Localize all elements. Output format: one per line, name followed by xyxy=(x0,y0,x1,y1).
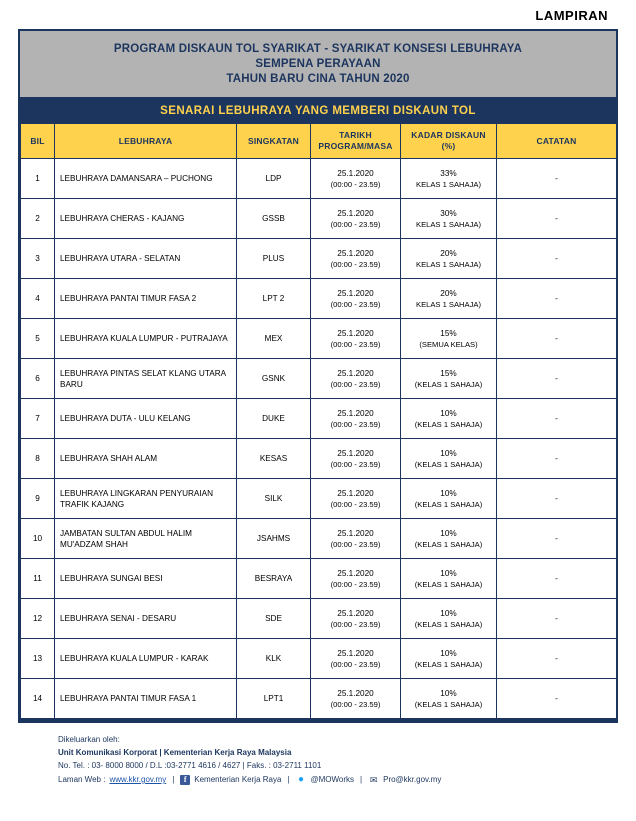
table-row xyxy=(21,159,617,199)
cell-tarikh xyxy=(311,479,401,519)
cell-catatan: - xyxy=(497,319,617,359)
cell-kadar-value: 10% xyxy=(440,648,457,658)
title-line-1: PROGRAM DISKAUN TOL SYARIKAT - SYARIKAT KONSESI LEBUHRAYA xyxy=(113,43,523,55)
cell-singkatan: BESRAYA xyxy=(237,559,311,599)
cell-tarikh-time: (00:00 - 23.59) xyxy=(330,499,381,509)
cell-lebuhraya: LEBUHRAYA CHERAS - KAJANG xyxy=(55,199,237,239)
footer-email[interactable]: Pro@kkr.gov.my xyxy=(383,775,442,784)
table-row xyxy=(21,679,617,719)
cell-tarikh-date: 25.1.2020 xyxy=(337,288,374,298)
column-header-kadar-line1: KADAR DISKAUN xyxy=(411,130,486,140)
cell-tarikh xyxy=(311,439,401,479)
cell-tarikh-time: (00:00 - 23.59) xyxy=(330,659,381,669)
cell-tarikh-date: 25.1.2020 xyxy=(337,448,374,458)
cell-singkatan: JSAHMS xyxy=(237,519,311,559)
column-header-bil: BIL xyxy=(21,124,55,159)
cell-tarikh xyxy=(311,279,401,319)
table-row xyxy=(21,559,617,599)
cell-bil: 10 xyxy=(21,519,55,559)
footer-separator-1: | xyxy=(172,775,175,784)
table-row xyxy=(21,519,617,559)
cell-bil: 14 xyxy=(21,679,55,719)
cell-tarikh-time: (00:00 - 23.59) xyxy=(330,699,381,709)
cell-tarikh-date: 25.1.2020 xyxy=(337,168,374,178)
cell-lebuhraya: LEBUHRAYA DAMANSARA – PUCHONG xyxy=(55,159,237,199)
title-band xyxy=(20,31,616,99)
cell-kadar-value: 33% xyxy=(440,168,457,178)
discount-table xyxy=(20,123,617,719)
cell-tarikh-time: (00:00 - 23.59) xyxy=(330,459,381,469)
cell-singkatan: MEX xyxy=(237,319,311,359)
table-row xyxy=(21,359,617,399)
cell-tarikh-time: (00:00 - 23.59) xyxy=(330,259,381,269)
footer-separator-3: | xyxy=(360,775,363,784)
column-header-tarikh xyxy=(311,124,401,159)
cell-bil: 2 xyxy=(21,199,55,239)
cell-lebuhraya: JAMBATAN SULTAN ABDUL HALIM MU'ADZAM SHAH xyxy=(55,519,237,559)
footer-issued-label: Dikeluarkan oleh: xyxy=(58,735,120,744)
cell-kadar-kelas: (SEMUA KELAS) xyxy=(419,339,478,349)
table-body xyxy=(21,159,617,719)
cell-singkatan: LPT 2 xyxy=(237,279,311,319)
cell-kadar xyxy=(401,159,497,199)
cell-tarikh xyxy=(311,319,401,359)
column-header-lebuhraya: LEBUHRAYA xyxy=(55,124,237,159)
column-header-kadar-line2: (%) xyxy=(441,141,456,151)
cell-kadar xyxy=(401,279,497,319)
cell-bil: 11 xyxy=(21,559,55,599)
cell-kadar-kelas: (KELAS 1 SAHAJA) xyxy=(414,499,483,509)
footer-organisation: Unit Komunikasi Korporat | Kementerian Kerja Raya Malaysia xyxy=(58,748,292,757)
cell-tarikh-time: (00:00 - 23.59) xyxy=(330,339,381,349)
cell-kadar-value: 15% xyxy=(440,368,457,378)
cell-tarikh-time: (00:00 - 23.59) xyxy=(330,419,381,429)
cell-kadar xyxy=(401,439,497,479)
footer-web-label: Laman Web : xyxy=(58,775,106,784)
cell-lebuhraya: LEBUHRAYA SENAI - DESARU xyxy=(55,599,237,639)
cell-kadar-kelas: (KELAS 1 SAHAJA) xyxy=(414,659,483,669)
cell-tarikh xyxy=(311,359,401,399)
cell-kadar-kelas: (KELAS 1 SAHAJA) xyxy=(414,699,483,709)
cell-bil: 5 xyxy=(21,319,55,359)
cell-tarikh-time: (00:00 - 23.59) xyxy=(330,539,381,549)
table-row xyxy=(21,479,617,519)
cell-bil: 1 xyxy=(21,159,55,199)
cell-tarikh xyxy=(311,399,401,439)
column-header-singkatan: SINGKATAN xyxy=(237,124,311,159)
facebook-icon[interactable]: f xyxy=(180,775,190,785)
cell-catatan: - xyxy=(497,439,617,479)
cell-tarikh xyxy=(311,559,401,599)
subtitle-band xyxy=(20,99,616,123)
cell-kadar-value: 10% xyxy=(440,408,457,418)
footer-facebook-name[interactable]: Kementerian Kerja Raya xyxy=(194,775,282,784)
cell-singkatan: PLUS xyxy=(237,239,311,279)
title-line-2: SEMPENA PERAYAAN xyxy=(255,58,381,70)
cell-tarikh-date: 25.1.2020 xyxy=(337,408,374,418)
cell-kadar xyxy=(401,679,497,719)
cell-kadar-kelas: (KELAS 1 SAHAJA) xyxy=(414,619,483,629)
envelope-icon[interactable]: ✉ xyxy=(369,774,378,785)
cell-tarikh xyxy=(311,679,401,719)
cell-lebuhraya: LEBUHRAYA DUTA - ULU KELANG xyxy=(55,399,237,439)
cell-lebuhraya: LEBUHRAYA SUNGAI BESI xyxy=(55,559,237,599)
lampiran-label: LAMPIRAN xyxy=(535,8,608,23)
cell-kadar xyxy=(401,359,497,399)
cell-lebuhraya: LEBUHRAYA PANTAI TIMUR FASA 1 xyxy=(55,679,237,719)
cell-tarikh xyxy=(311,639,401,679)
table-row xyxy=(21,319,617,359)
table-row xyxy=(21,239,617,279)
table-row xyxy=(21,199,617,239)
cell-kadar xyxy=(401,479,497,519)
cell-tarikh xyxy=(311,199,401,239)
cell-kadar xyxy=(401,599,497,639)
cell-singkatan: SDE xyxy=(237,599,311,639)
cell-tarikh-date: 25.1.2020 xyxy=(337,488,374,498)
cell-catatan: - xyxy=(497,519,617,559)
cell-kadar-value: 20% xyxy=(440,288,457,298)
table-row xyxy=(21,399,617,439)
cell-kadar-value: 10% xyxy=(440,568,457,578)
footer xyxy=(18,721,618,786)
cell-kadar-value: 10% xyxy=(440,608,457,618)
cell-kadar-kelas: (KELAS 1 SAHAJA) xyxy=(414,419,483,429)
cell-kadar-kelas: KELAS 1 SAHAJA) xyxy=(416,219,481,229)
cell-kadar-kelas: (KELAS 1 SAHAJA) xyxy=(414,379,483,389)
cell-singkatan: KLK xyxy=(237,639,311,679)
cell-catatan: - xyxy=(497,199,617,239)
cell-bil: 12 xyxy=(21,599,55,639)
subtitle-text: SENARAI LEBUHRAYA YANG MEMBERI DISKAUN TOL xyxy=(160,105,476,117)
cell-kadar-value: 10% xyxy=(440,528,457,538)
table-header xyxy=(21,124,617,159)
cell-kadar-value: 10% xyxy=(440,688,457,698)
cell-catatan: - xyxy=(497,599,617,639)
column-header-kadar xyxy=(401,124,497,159)
cell-tarikh xyxy=(311,159,401,199)
cell-tarikh xyxy=(311,239,401,279)
cell-lebuhraya: LEBUHRAYA KUALA LUMPUR - KARAK xyxy=(55,639,237,679)
cell-bil: 9 xyxy=(21,479,55,519)
cell-kadar-value: 15% xyxy=(440,328,457,338)
cell-kadar-value: 10% xyxy=(440,488,457,498)
cell-tarikh-date: 25.1.2020 xyxy=(337,248,374,258)
table-row xyxy=(21,599,617,639)
cell-tarikh-date: 25.1.2020 xyxy=(337,608,374,618)
cell-singkatan: SILK xyxy=(237,479,311,519)
cell-catatan: - xyxy=(497,359,617,399)
table-header-row xyxy=(21,124,617,159)
cell-lebuhraya: LEBUHRAYA PANTAI TIMUR FASA 2 xyxy=(55,279,237,319)
cell-tarikh-time: (00:00 - 23.59) xyxy=(330,579,381,589)
cell-singkatan: GSSB xyxy=(237,199,311,239)
cell-tarikh-date: 25.1.2020 xyxy=(337,528,374,538)
cell-catatan: - xyxy=(497,239,617,279)
cell-tarikh-date: 25.1.2020 xyxy=(337,328,374,338)
cell-tarikh xyxy=(311,599,401,639)
cell-singkatan: KESAS xyxy=(237,439,311,479)
cell-tarikh-date: 25.1.2020 xyxy=(337,368,374,378)
table-row xyxy=(21,639,617,679)
cell-tarikh-date: 25.1.2020 xyxy=(337,568,374,578)
cell-tarikh-time: (00:00 - 23.59) xyxy=(330,619,381,629)
cell-kadar-value: 20% xyxy=(440,248,457,258)
cell-lebuhraya: LEBUHRAYA KUALA LUMPUR - PUTRAJAYA xyxy=(55,319,237,359)
cell-singkatan: DUKE xyxy=(237,399,311,439)
cell-catatan: - xyxy=(497,279,617,319)
cell-singkatan: LDP xyxy=(237,159,311,199)
cell-kadar-kelas: KELAS 1 SAHAJA) xyxy=(416,179,481,189)
table-row xyxy=(21,439,617,479)
cell-bil: 8 xyxy=(21,439,55,479)
cell-kadar xyxy=(401,399,497,439)
title-line-3: TAHUN BARU CINA TAHUN 2020 xyxy=(226,73,410,85)
cell-tarikh-time: (00:00 - 23.59) xyxy=(330,379,381,389)
cell-lebuhraya: LEBUHRAYA LINGKARAN PENYURAIAN TRAFIK KAJANG xyxy=(55,479,237,519)
cell-bil: 4 xyxy=(21,279,55,319)
cell-tarikh-time: (00:00 - 23.59) xyxy=(330,179,381,189)
cell-catatan: - xyxy=(497,159,617,199)
cell-kadar xyxy=(401,639,497,679)
footer-separator-2: | xyxy=(287,775,290,784)
cell-tarikh-date: 25.1.2020 xyxy=(337,648,374,658)
cell-kadar-kelas: KELAS 1 SAHAJA) xyxy=(416,259,481,269)
cell-kadar xyxy=(401,559,497,599)
cell-kadar-kelas: (KELAS 1 SAHAJA) xyxy=(414,539,483,549)
cell-tarikh-time: (00:00 - 23.59) xyxy=(330,299,381,309)
cell-kadar xyxy=(401,319,497,359)
column-header-tarikh-line1: TARIKH xyxy=(339,130,372,140)
cell-lebuhraya: LEBUHRAYA PINTAS SELAT KLANG UTARA BARU xyxy=(55,359,237,399)
footer-twitter-handle[interactable]: @MOWorks xyxy=(310,775,355,784)
twitter-icon[interactable]: ● xyxy=(297,773,305,785)
footer-web-link[interactable]: www.kkr.gov.my xyxy=(109,775,167,784)
cell-bil: 13 xyxy=(21,639,55,679)
cell-kadar-kelas: (KELAS 1 SAHAJA) xyxy=(414,579,483,589)
cell-bil: 7 xyxy=(21,399,55,439)
cell-kadar-value: 10% xyxy=(440,448,457,458)
document-frame xyxy=(18,29,618,721)
cell-catatan: - xyxy=(497,479,617,519)
cell-kadar xyxy=(401,519,497,559)
cell-catatan: - xyxy=(497,679,617,719)
cell-bil: 6 xyxy=(21,359,55,399)
cell-tarikh-date: 25.1.2020 xyxy=(337,208,374,218)
cell-tarikh xyxy=(311,519,401,559)
cell-kadar xyxy=(401,199,497,239)
cell-lebuhraya: LEBUHRAYA SHAH ALAM xyxy=(55,439,237,479)
column-header-catatan: CATATAN xyxy=(497,124,617,159)
cell-lebuhraya: LEBUHRAYA UTARA - SELATAN xyxy=(55,239,237,279)
cell-catatan: - xyxy=(497,639,617,679)
cell-tarikh-date: 25.1.2020 xyxy=(337,688,374,698)
cell-kadar xyxy=(401,239,497,279)
cell-bil: 3 xyxy=(21,239,55,279)
footer-contact: No. Tel. : 03- 8000 8000 / D.L :03-2771 4616 / 4627 | Faks. : 03-2711 1101 xyxy=(58,761,322,770)
cell-singkatan: GSNK xyxy=(237,359,311,399)
cell-catatan: - xyxy=(497,559,617,599)
cell-kadar-kelas: KELAS 1 SAHAJA) xyxy=(416,299,481,309)
table-row xyxy=(21,279,617,319)
cell-tarikh-time: (00:00 - 23.59) xyxy=(330,219,381,229)
cell-kadar-value: 30% xyxy=(440,208,457,218)
cell-catatan: - xyxy=(497,399,617,439)
footer-social-row xyxy=(58,773,618,786)
cell-kadar-kelas: (KELAS 1 SAHAJA) xyxy=(414,459,483,469)
cell-singkatan: LPT1 xyxy=(237,679,311,719)
column-header-tarikh-line2: PROGRAM/MASA xyxy=(318,141,393,151)
